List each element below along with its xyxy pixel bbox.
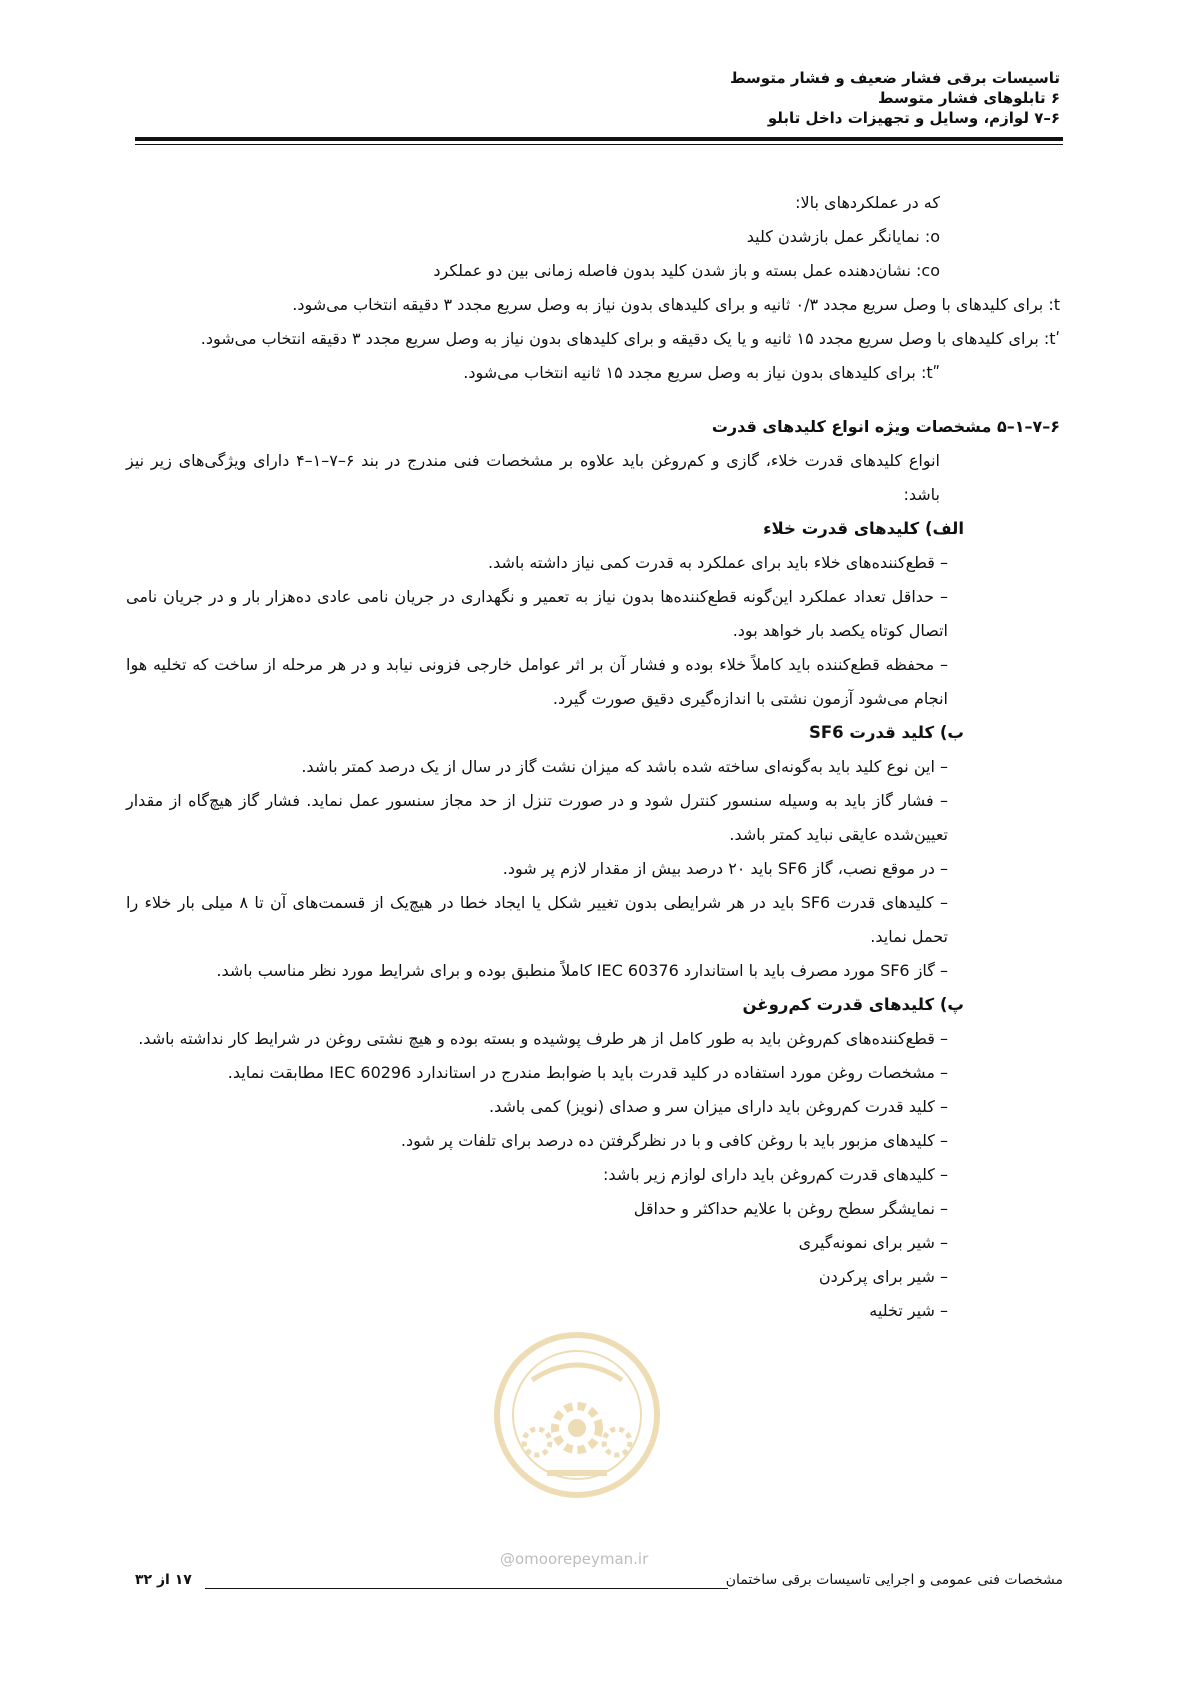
sf6-breaker-title: ب) کلید قدرت SF6 — [808, 723, 964, 742]
oil-breaker-title: پ) کلیدهای قدرت کم‌روغن — [742, 995, 964, 1014]
definition-t: t: برای کلیدهای با وصل سریع مجدد ۰/۳ ثانیه و برای کلیدهای بدون نیاز به وصل سریع مجدد ۳ دقیقه انتخاب می‌شود. — [292, 295, 1060, 314]
intro-lead: که در عملکردهای بالا: — [795, 193, 940, 212]
vacuum-breaker-title: الف) کلیدهای قدرت خلاء — [763, 519, 964, 538]
vacuum-item: – حداقل تعداد عملکرد این‌گونه قطع‌کننده‌ها بدون نیاز به تعمیر و نگهداری در جریان نامی عادی ده‌هزار بار و در جریان نامی اتصال کوتاه یکصد بار خواهد بود. — [126, 587, 948, 640]
page-footer — [135, 1572, 1063, 1598]
header-section: ۶–۷ لوازم، وسایل و تجهیزات داخل تابلو — [767, 109, 1060, 127]
section-intro: انواع کلیدهای قدرت خلاء، گازی و کم‌روغن باید علاوه بر مشخصات فنی مندرج در بند ۶–۷–۱–۴ دارای ویژگی‌های زیر نیز باشد: — [126, 451, 940, 504]
definition-t-double-prime: ʺt: برای کلیدهای بدون نیاز به وصل سریع مجدد ۱۵ ثانیه انتخاب می‌شود. — [463, 363, 940, 382]
oil-item: – کلیدهای مزبور باید با روغن کافی و با در نظرگرفتن ده درصد برای تلفات پر شود. — [400, 1131, 948, 1150]
sf6-item: – این نوع کلید باید به‌گونه‌ای ساخته شده باشد که میزان نشت گاز در سال از یک درصد کمتر باشد. — [301, 757, 948, 776]
oil-accessory-item: – شیر برای پرکردن — [818, 1267, 948, 1286]
page-number: ۱۷ از ۳۲ — [135, 1572, 192, 1588]
oil-accessory-item: – شیر تخلیه — [869, 1301, 948, 1320]
oil-accessory-item: – شیر برای نمونه‌گیری — [798, 1233, 948, 1252]
oil-item: – قطع‌کننده‌های کم‌روغن باید به طور کامل از هر طرف پوشیده و بسته بوده و هیچ نشتی روغن در شرایط کار نداشته باشد. — [138, 1029, 948, 1048]
oil-item: – مشخصات روغن مورد استفاده در کلید قدرت باید با ضوابط مندرج در استاندارد IEC 60296 مطابقت نماید. — [227, 1063, 948, 1082]
sf6-item: – کلیدهای قدرت SF6 باید در هر شرایطی بدون تغییر شکل یا ایجاد خطا در هیچ‌یک از قسمت‌های آن تا ۸ میلی بار خلاء را تحمل نماید. — [126, 893, 948, 946]
definition-t-prime: ʹt: برای کلیدهای با وصل سریع مجدد ۱۵ ثانیه و یا یک دقیقه و برای کلیدهای بدون نیاز به وصل سریع مجدد ۳ دقیقه انتخاب می‌شود. — [200, 329, 1060, 348]
sf6-item: – فشار گاز باید به وسیله سنسور کنترل شود و در صورت تنزل از حد مجاز سنسور عمل نماید. فشار گاز هیچ‌گاه از مقدار تعیین‌شده عایقی نباید کمتر باشد. — [126, 791, 948, 844]
header-rule-thin — [135, 144, 1063, 145]
vacuum-item: – قطع‌کننده‌های خلاء باید برای عملکرد به قدرت کمی نیاز داشته باشد. — [488, 553, 948, 572]
definition-co: co: نشان‌دهنده عمل بسته و باز شدن کلید بدون فاصله زمانی بین دو عملکرد — [433, 261, 940, 280]
footer-rule — [205, 1588, 728, 1589]
sf6-item: – در موقع نصب، گاز SF6 باید ۲۰ درصد بیش از مقدار لازم پر شود. — [502, 859, 948, 878]
sf6-item: – گاز SF6 مورد مصرف باید با استاندارد IEC 60376 کاملاً منطبق بوده و برای شرایط مورد نظر مناسب باشد. — [216, 961, 948, 980]
oil-accessory-item: – نمایشگر سطح روغن با علایم حداکثر و حداقل — [633, 1199, 948, 1218]
header-book-title: تاسیسات برقی فشار ضعیف و فشار متوسط — [729, 69, 1060, 87]
header-rule-thick — [135, 137, 1063, 141]
page-header — [130, 68, 1060, 128]
vacuum-item: – محفظه قطع‌کننده باید کاملاً خلاء بوده و فشار آن بر اثر عوامل خارجی فزونی نیابد و در هر مرحله از ساخت که تخلیه هوا انجام می‌شود آزمون نشتی با اندازه‌گیری دقیق صورت گیرد. — [126, 655, 948, 708]
oil-item: – کلید قدرت کم‌روغن باید دارای میزان سر و صدای (نویز) کمی باشد. — [489, 1097, 948, 1116]
definition-o: o: نمایانگر عمل بازشدن کلید — [746, 227, 940, 246]
header-chapter: ۶ تابلوهای فشار متوسط — [877, 89, 1060, 107]
section-title: ۶–۷–۱–۵ مشخصات ویژه انواع کلیدهای قدرت — [711, 417, 1060, 436]
footer-title: مشخصات فنی عمومی و اجرایی تاسیسات برقی ساختمان — [725, 1572, 1063, 1588]
watermark-logo-icon — [492, 1330, 662, 1500]
oil-item: – کلیدهای قدرت کم‌روغن باید دارای لوازم زیر باشد: — [603, 1165, 948, 1184]
document-body — [126, 186, 1060, 1328]
watermark-site: @omoorepeyman.ir — [500, 1550, 649, 1568]
